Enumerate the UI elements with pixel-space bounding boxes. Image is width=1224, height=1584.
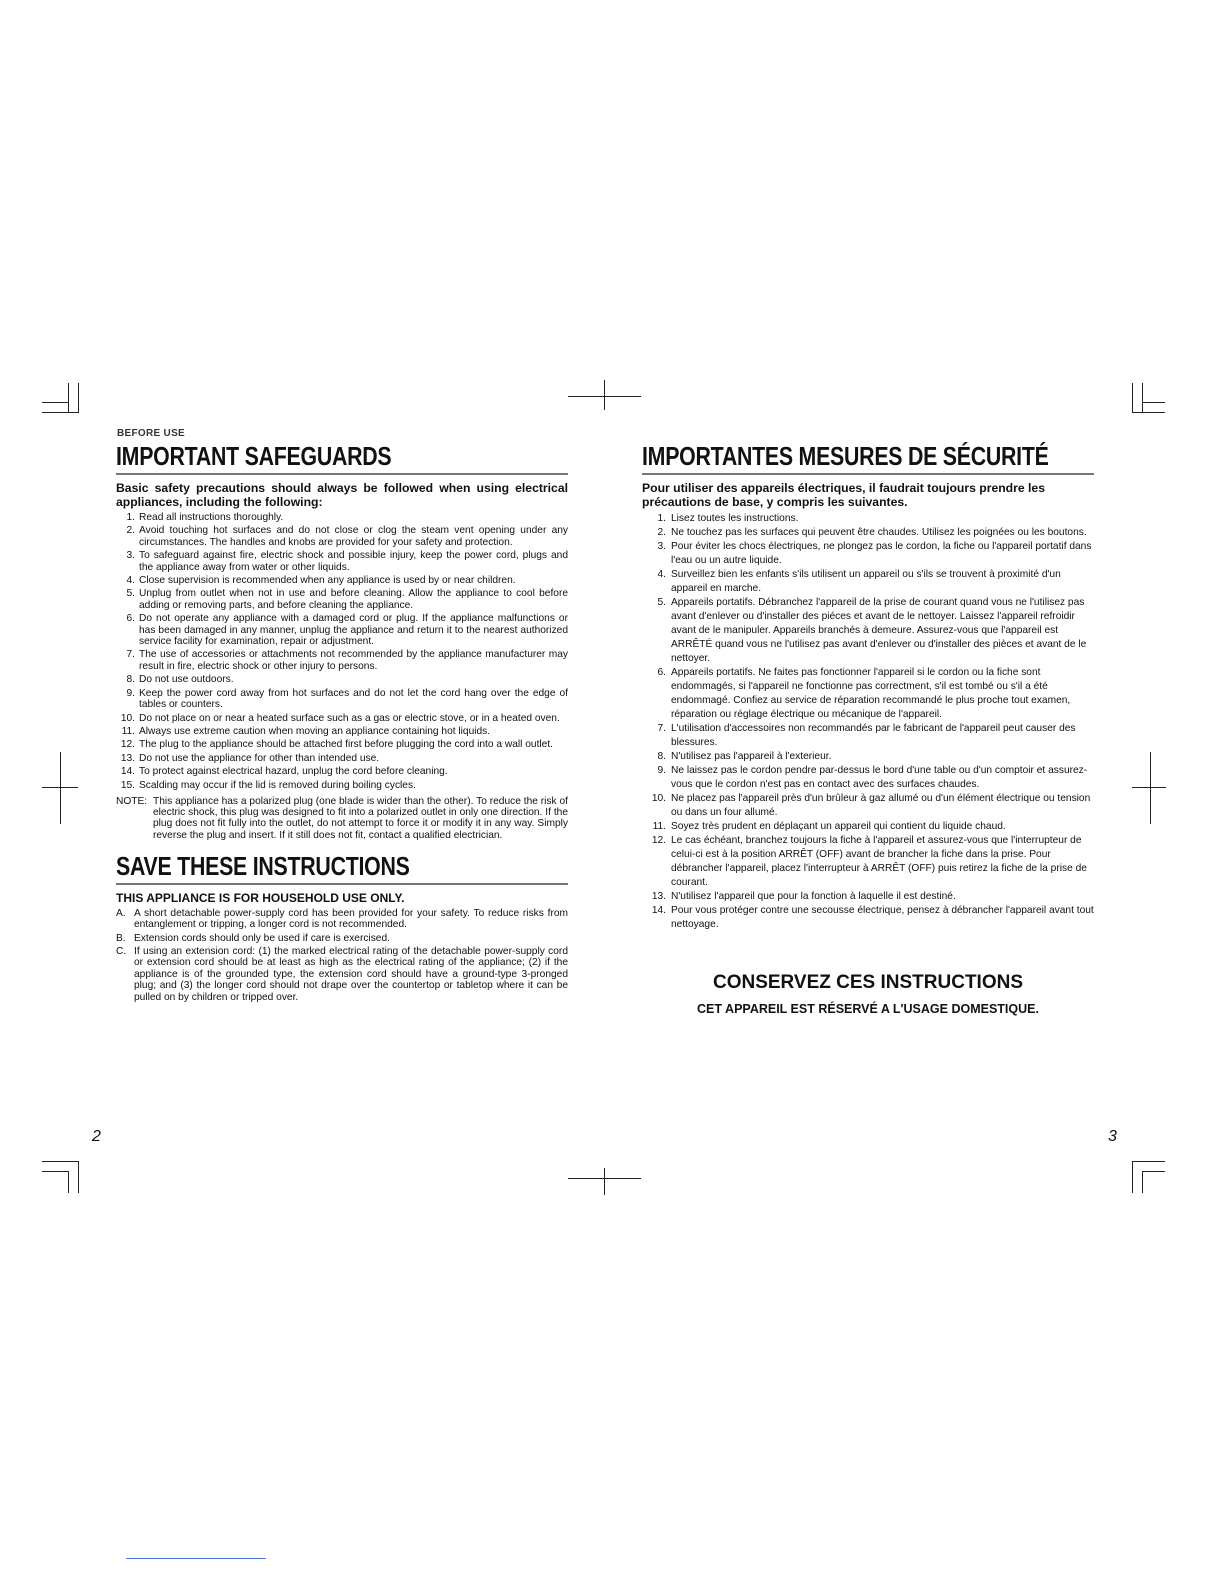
- list-item: C. If using an extension cord: (1) the marked electrical rating of the detachable power-supply cord or extension cord should be at least as high as the electrical rating of the appliance; (2) if the appliance is of the grounded type, the extension cord should have a ground-type 3-pronged plug; and (3) the longer cord should not drape over the countertop or tabletop where it can be pulled on by children or tripped over.: [116, 945, 568, 1003]
- note-text: This appliance has a polarized plug (one blade is wider than the other). To reduce the risk of electric shock, this plug was designed to fit into a polarized outlet in only one direction. If the plug does not fit fully into the outlet, do not attempt to force it or modify it in any way. Simply reverse the plug and insert. If it still does not fit, contact a qualified electrician.: [153, 795, 568, 841]
- title-rule-fr: [642, 473, 1094, 475]
- save-title-rule: [116, 883, 568, 885]
- list-item: 5. Appareils portatifs. Débranchez l'appareil de la prise de courant quand vous ne l'utilisez pas avant d'enlever ou d'installer des piéces et avant de le nettoyer. Laissez l'appareil refroidir avant de le manipuler. Appareils branchés à demeure. Assurez-vous que l'appareil est ARRÊTÉ quand vous ne l'utilisez pas avant d'enlever ou d'installer des pièces et avant de le nettoyer.: [657, 597, 1087, 664]
- list-item: B. Extension cords should only be used if care is exercised.: [116, 932, 390, 944]
- title-rule: [116, 473, 568, 475]
- footer-link-underline: [126, 1558, 266, 1559]
- note-label: NOTE:: [116, 795, 148, 807]
- list-item: 11. Soyez très prudent en déplaçant un appareil qui contient du liquide chaud.: [652, 821, 1006, 832]
- list-item: 6. Do not operate any appliance with a damaged cord or plug. If the appliance malfunctions or has been damaged in any manner, unplug the appliance and return it to the nearest authorized service facility for examination, repair or adjustment.: [126, 613, 568, 648]
- list-item: 12. The plug to the appliance should be attached first before plugging the cord into a wall outlet.: [120, 739, 554, 751]
- list-item: 4. Close supervision is recommended when any appliance is used by or near children.: [126, 575, 516, 587]
- list-item: 3. To safeguard against fire, electric shock and possible injury, keep the power cord, plugs and the appliance away from water or other liquids.: [126, 550, 568, 573]
- list-item: 3. Pour éviter les chocs électriques, ne plongez pas le cordon, la fiche ou l'appareil portatif dans l'eau ou un autre liquide.: [657, 541, 1092, 566]
- list-item: 1. Read all instructions thoroughly.: [126, 512, 284, 523]
- list-item: 7. L'utilisation d'accessoires non recommandés par le fabricant de l'appareil peut causer des blessures.: [657, 723, 1076, 748]
- household-use-heading: THIS APPLIANCE IS FOR HOUSEHOLD USE ONLY.: [116, 890, 405, 905]
- list-item: 2. Avoid touching hot surfaces and do not close or clog the steam vent opening under any circumstances. The handles and knobs are provided for your safety and protection.: [126, 525, 568, 548]
- intro-text-fr: Pour utiliser des appareils électriques, il faudrait toujours prendre les précautions de base, y compris les suivantes.: [642, 481, 1045, 509]
- list-item: 10. Ne placez pas l'appareil près d'un brûleur à gaz allumé ou d'un élément électrique ou tension ou dans un four allumé.: [651, 793, 1091, 818]
- page-left-english: [116, 428, 568, 1005]
- intro-text: Basic safety precautions should always be followed when using electrical appliances, including the following:: [116, 481, 568, 509]
- list-item: 7. The use of accessories or attachments not recommended by the appliance manufacturer may result in fire, electric shock or other injury to persons.: [126, 649, 568, 672]
- list-item: 14. Pour vous protéger contre une secousse électrique, pensez à débrancher l'appareil avant tout nettoyage.: [651, 905, 1094, 930]
- list-item: A. A short detachable power-supply cord has been provided for your safety. To reduce risks from entanglement or tripping, a longer cord is not recommended.: [116, 907, 568, 931]
- list-item: 9. Ne laissez pas le cordon pendre par-dessus le bord d'une table ou d'un comptoir et assurez-vous que le cordon n'est pas en contact avec des surfaces chaudes.: [657, 765, 1088, 790]
- mesures-list: [642, 512, 1094, 932]
- page-title-fr: IMPORTANTES MESURES DE SÉCURITÉ: [642, 441, 1049, 471]
- list-item: 2. Ne touchez pas les surfaces qui peuvent être chaudes. Utilisez les poignées ou les boutons.: [657, 527, 1087, 538]
- conserve-instructions-heading: CONSERVEZ CES INSTRUCTIONS: [712, 972, 1024, 993]
- list-item: 11. Always use extreme caution when moving an appliance containing hot liquids.: [121, 725, 491, 737]
- page-right-french: [642, 428, 1094, 1016]
- list-item: 1. Lisez toutes les instructions.: [657, 513, 799, 524]
- save-instructions-title: SAVE THESE INSTRUCTIONS: [116, 850, 410, 881]
- list-item: 14. To protect against electrical hazard, unplug the cord before cleaning.: [120, 766, 448, 778]
- section-kicker: BEFORE USE: [117, 428, 186, 439]
- list-item: 13. N'utilisez l'appareil que pour la fonction à laquelle il est destiné.: [651, 891, 956, 902]
- cord-list: [116, 908, 568, 1003]
- list-item: 8. N'utilisez pas l'appareil à l'exterieur.: [657, 751, 832, 762]
- polarized-plug-note: [116, 796, 568, 841]
- list-item: 10. Do not place on or near a heated surface such as a gas or electric stove, or in a heated oven.: [120, 712, 560, 724]
- list-item: 13. Do not use the appliance for other than intended use.: [120, 752, 380, 764]
- list-item: 9. Keep the power cord away from hot surfaces and do not let the cord hang over the edge of tables or counters.: [126, 687, 568, 711]
- page-title: IMPORTANT SAFEGUARDS: [116, 441, 392, 471]
- list-item: 6. Appareils portatifs. Ne faites pas fonctionner l'appareil si le cordon ou la fiche sont endommagés, si l'appareil ne fonctionne pas correctment, s'il est tombé ou s'il a été endommagé. Confiez au service de réparation recommandé le plus proche tout examen, réparation ou réglage électrique ou mécanique de l'appareil.: [657, 667, 1071, 720]
- list-item: 15. Scalding may occur if the lid is removed during boiling cycles.: [120, 779, 416, 791]
- list-item: 8. Do not use outdoors.: [126, 674, 234, 686]
- list-item: 4. Surveillez bien les enfants s'ils utilisent un appareil ou s'ils se trouvent à proximité d'un appareil en marche.: [657, 569, 1061, 594]
- safeguard-list: [116, 512, 568, 791]
- domestic-use-heading: CET APPAREIL EST RÉSERVÉ A L'USAGE DOMESTIQUE.: [697, 1002, 1039, 1016]
- list-item: 12. Le cas échéant, branchez toujours la fiche à l'appareil et assurez-vous que l'interrupteur de celui-ci est à la position ARRÊT (OFF) avant de brancher la fiche dans la prise. Pour débrancher l'appareil, placez l'interrupteur à ARRÊT (OFF) puis retirez la fiche de la prise de courant.: [651, 835, 1087, 888]
- page-number-right: 3: [1108, 1128, 1117, 1145]
- page-number-left: 2: [92, 1128, 101, 1145]
- list-item: 5. Unplug from outlet when not in use and before cleaning. Allow the appliance to cool before adding or removing parts, and before cleaning the appliance.: [126, 588, 568, 611]
